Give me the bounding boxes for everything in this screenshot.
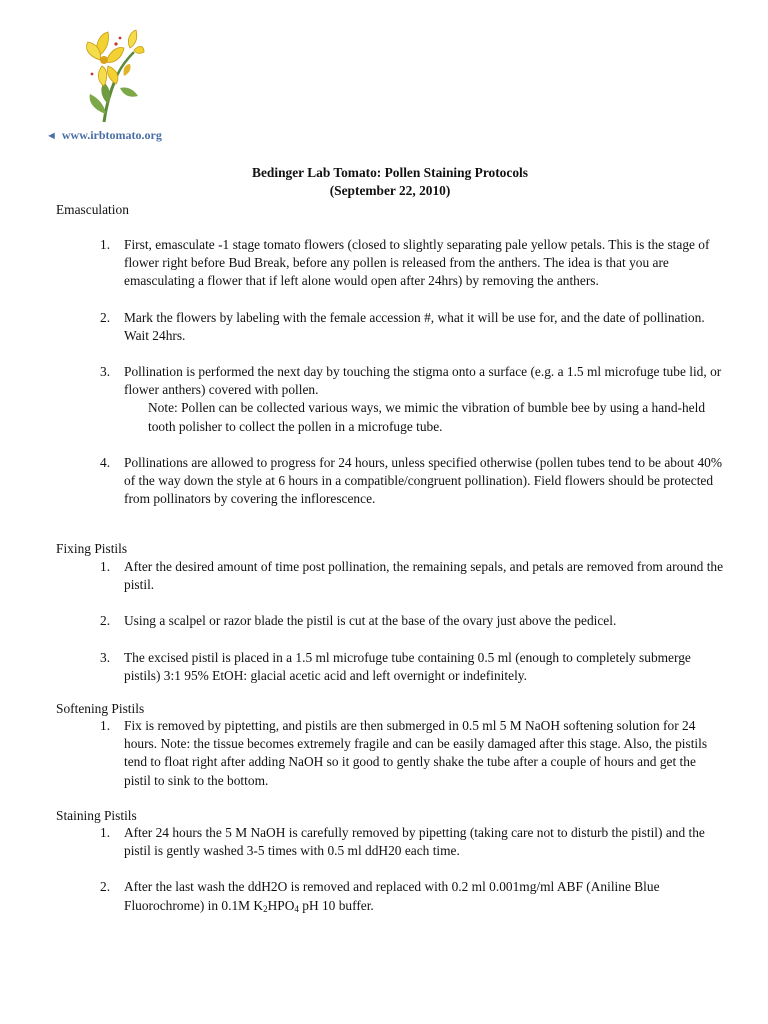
- document-date: (September 22, 2010): [329, 183, 451, 198]
- list-item: [56, 612, 726, 630]
- section-heading-fixing: Fixing Pistils: [56, 541, 128, 556]
- list-item: [56, 824, 726, 860]
- subscript: 2: [263, 903, 268, 914]
- step-text-part: HPO: [267, 897, 295, 913]
- step-text: Pollinations are allowed to progress for 24 hours, unless specified otherwise (pollen tubes tend to be about 40% of the way down the style at 6 hours in a compatible/congruent pollination). Field flowers should be protected from pollinators by covering the inflorescence.: [124, 454, 722, 507]
- step-number: 4.: [100, 454, 111, 470]
- step-text: Fix is removed by piptetting, and pistils are then submerged in 0.5 ml 5 M NaOH softening solution for 24 hours. Note: the tissue becomes extremely fragile and can be easily damaged after this stage. Also, the pistils tend to float right after adding NaOH so it good to gently shake the tube after a couple of hours and get the pistil to sink to the bottom.: [124, 718, 708, 788]
- list-item: [56, 309, 726, 345]
- list-item: [56, 454, 726, 509]
- step-text: Pollination is performed the next day by touching the stigma onto a surface (e.g. a 1.5 ml microfuge tube lid, or flower anthers) covered with pollen.: [124, 364, 722, 398]
- step-text: First, emasculate -1 stage tomato flowers (closed to slightly separating pale yellow petals. This is the stage of flower right before Bud Break, before any pollen is released from the anthers. The idea is that you are emasculating a flower that if left alone would open after 24hrs) by removing the anthers.: [124, 237, 710, 289]
- section-heading-emasculation: Emasculation: [56, 202, 129, 217]
- step-text: After the desired amount of time post pollination, the remaining sepals, and petals are removed from around the pistil.: [124, 559, 724, 593]
- step-text-part: After the last wash the ddH2O is removed and replaced with 0.2 ml 0.001mg/ml ABF (Aniline Blue Fluorochrome) in 0.1M K: [124, 879, 660, 913]
- step-text: [124, 879, 660, 912]
- back-arrow-icon: ◄: [46, 130, 57, 142]
- step-number: 1.: [100, 559, 111, 574]
- step-text: The excised pistil is placed in a 1.5 ml microfuge tube containing 0.5 ml (enough to completely submerge pistils) 3:1 95% EtOH: glacial acetic acid and left overnight or indefinitely.: [124, 649, 691, 683]
- step-number: 3.: [100, 364, 111, 380]
- fixing-steps: [56, 558, 726, 685]
- website-link[interactable]: [46, 126, 162, 145]
- list-item: [56, 878, 726, 914]
- list-item: [56, 649, 726, 685]
- step-text: Using a scalpel or razor blade the pistil is cut at the base of the ovary just above the pedicel.: [124, 613, 617, 629]
- emasculation-steps: [56, 236, 726, 508]
- step-number: 1.: [100, 825, 111, 840]
- step-number: 1.: [100, 237, 111, 252]
- step-number: 1.: [100, 718, 111, 733]
- subscript: 4: [294, 903, 299, 914]
- tomato-flower-logo: [76, 26, 146, 124]
- step-text-part: pH 10 buffer.: [298, 897, 374, 913]
- list-item: [56, 236, 726, 291]
- step-text: Mark the flowers by labeling with the female accession #, what it will be use for, and the date of pollination. Wait 24hrs.: [124, 309, 705, 343]
- list-item: [56, 558, 726, 594]
- step-text: After 24 hours the 5 M NaOH is carefully removed by pipetting (taking care not to disturb the pistil) and the pistil is gently washed 3-5 times with 0.5 ml ddH20 each time.: [124, 825, 705, 859]
- document-title: Bedinger Lab Tomato: Pollen Staining Protocols: [252, 165, 528, 180]
- website-link-text: www.irbtomato.org: [61, 128, 162, 142]
- step-number: 2.: [100, 613, 111, 629]
- logo-block: [46, 26, 186, 148]
- list-item: [56, 363, 726, 436]
- step-number: 2.: [100, 309, 111, 325]
- step-number: 3.: [100, 649, 111, 665]
- list-item: [56, 717, 726, 790]
- section-heading-staining: Staining Pistils: [56, 808, 137, 823]
- section-heading-softening: Softening Pistils: [56, 701, 145, 716]
- step-number: 2.: [100, 879, 111, 895]
- softening-steps: [56, 717, 726, 790]
- step-note: Note: Pollen can be collected various ways, we mimic the vibration of bumble bee by using a hand-held tooth polisher to collect the pollen in a microfuge tube.: [148, 400, 706, 434]
- staining-steps: [56, 824, 726, 915]
